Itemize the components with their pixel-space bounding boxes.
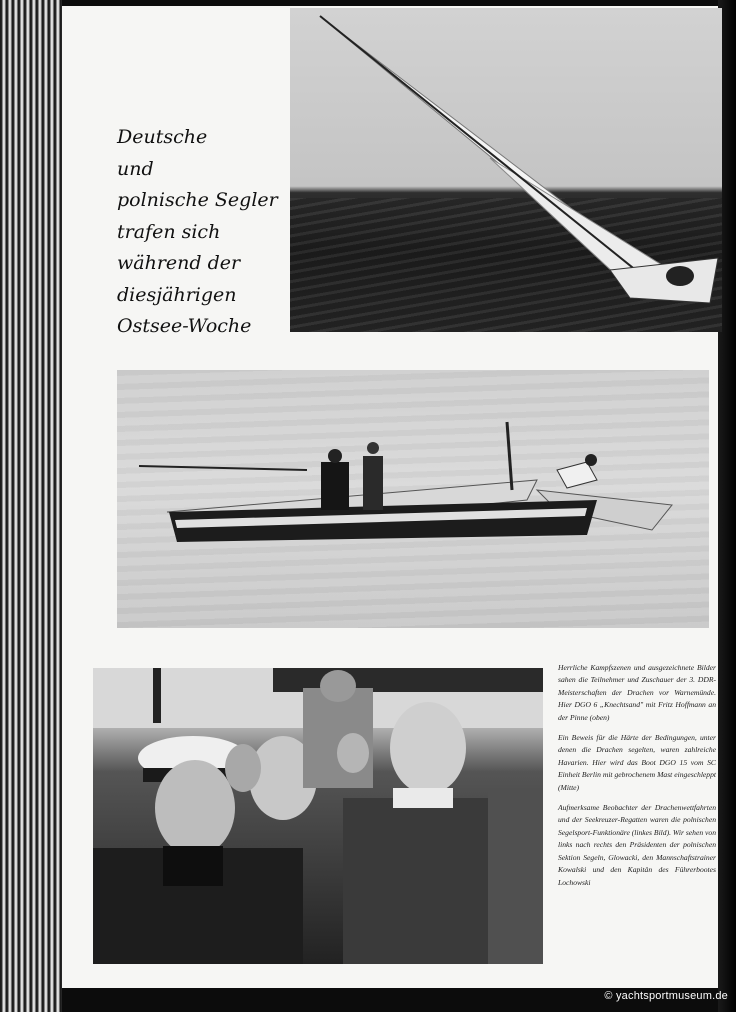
book-page-edges (0, 0, 62, 1012)
watermark: © yachtsportmuseum.de (604, 990, 728, 1002)
caption-left-photo: Aufmerksame Beobachter der Drachenwettfahrten und der Seekreuzer-Regatten waren die polnischen Segelsport-Funktionäre (linkes Bild). Wir sehen von links nach rechts den Präsidenten der polnischen Sektion Segeln, Glowacki, den Mannschaftstrainer Kowalski und den Kapitän des Führerbootes Lochowski (558, 803, 716, 887)
caption-top-photo: Herrliche Kampfszenen und ausgezeichnete Bilder sahen die Teilnehmer und Zuschauer der 3. DDR-Meisterschaften der Drachen vor Warnemünde. Hier DGO 6 „Knechtsand" mit Fritz Hoffmann an der Pinne (oben) (558, 663, 716, 722)
heading-line: trafen sich (117, 220, 221, 243)
heading-line: Ostsee-Woche (117, 315, 252, 337)
article-heading (117, 122, 282, 343)
sailboat-illustration (290, 8, 722, 332)
crowd-illustration (93, 668, 543, 964)
photo-sailboat-heeling (290, 8, 722, 332)
heading-line: polnische Segler (117, 189, 278, 211)
boat-illustration (117, 370, 709, 628)
heading-line: während der (117, 252, 241, 274)
photo-boat-towed (117, 370, 709, 628)
heading-line: Deutsche (117, 126, 208, 148)
photo-captions (558, 662, 716, 897)
caption-middle-photo: Ein Beweis für die Härte der Bedingungen, unter denen die Drachen segelten, waren zahlreiche Havarien. Hier wird das Boot DGO 15 vom SC Einheit Berlin mit gebrochenem Mast eingeschleppt (Mitte) (558, 733, 716, 792)
heading-line: diesjährigen (117, 283, 237, 306)
photo-polish-officials (93, 668, 543, 964)
heading-line: und (117, 157, 154, 180)
